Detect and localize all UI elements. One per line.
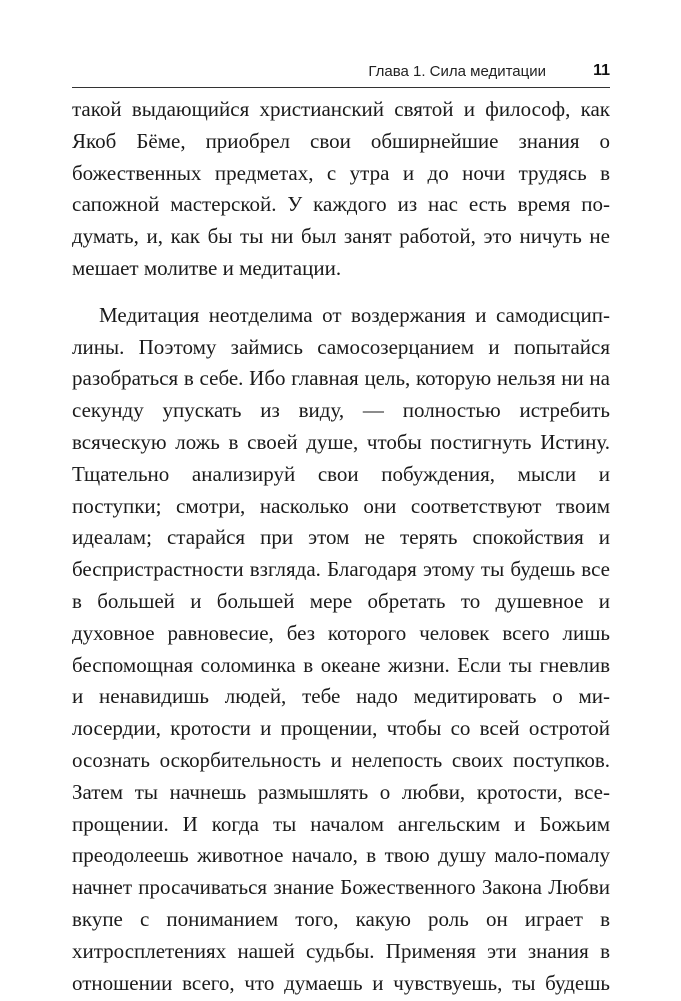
- paragraph-meditation: Медитация неотделима от воздержания и самодисциплины. Поэтому займись самосозерцанием и попытайся разобраться в себе. Ибо главная цель, которую нельзя ни на секунду упускать из виду, — полностью истребить всяческую ложь в своей душе, чтобы постигнуть Истину. Тщательно анализируй свои побуждения, мысли и поступки; смотри, насколько они соответствуют твоим идеалам; старайся при этом не терять спокойствия и беспристрастности взгляда. Благодаря этому ты будешь все в большей и большей мере обретать то душевное и духовное равновесие, без которого человек всего лишь беспомощная соломинка в океане жизни. Если ты гневлив и ненавидишь людей, тебе надо медитировать о милосердии, кротости и прощении, чтобы со всей остротой осознать оскорбительность и нелепость своих поступков. Затем ты начнешь размышлять о любви, кротости, всепрощении. И когда ты началом ангельским и Божьим преодолеешь животное начало, в твою душу мало-помалу начнет просачиваться знание Божественного Закона Любви вкупе с пониманием того, какую роль он играет в хитросплетениях нашей судьбы. Применяя эти знания в отношении всего, что думаешь и чувствуешь, ты будешь: [72, 302, 610, 995]
- page-number: 11: [593, 62, 610, 79]
- body-text: [72, 94, 610, 999]
- paragraph-continuation: такой выдающийся христианский святой и философ, как Якоб Бёме, приобрел свои обширнейшие знания о божественных предметах, с утра и до ночи трудясь в сапожной мастерской. У каждого из нас есть время подумать, и, как бы ты ни был занят работой, это ничуть не мешает молитве и медитации.: [72, 97, 610, 280]
- header-rule: [72, 87, 610, 88]
- running-header: [72, 62, 610, 86]
- chapter-title: Глава 1. Сила медитации: [368, 63, 546, 80]
